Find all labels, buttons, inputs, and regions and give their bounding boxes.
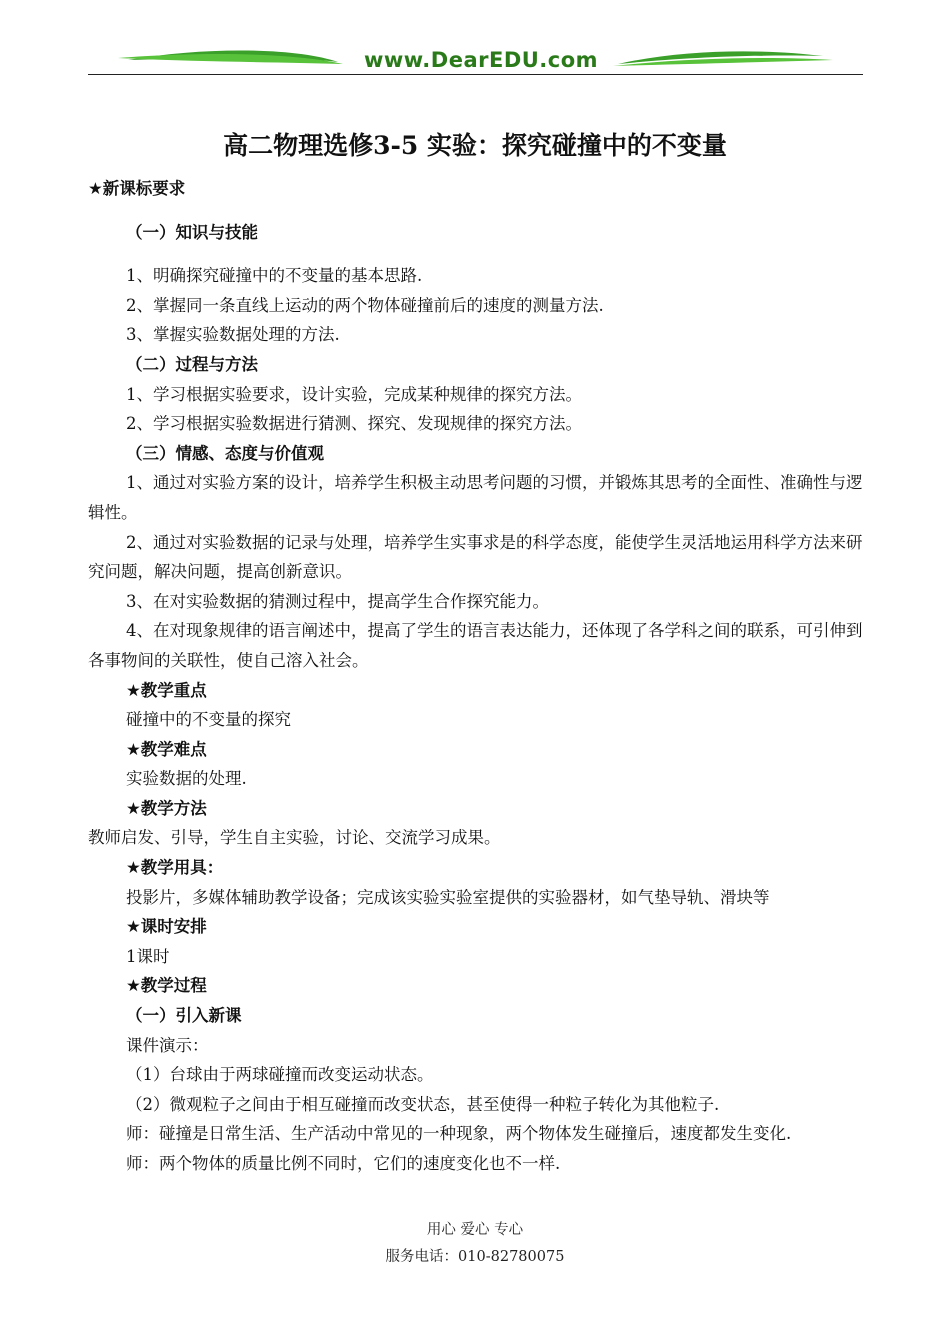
paragraph: （1）台球由于两球碰撞而改变运动状态。 bbox=[126, 1065, 434, 1085]
paragraph: 1课时 bbox=[126, 946, 170, 966]
header-rule bbox=[88, 74, 863, 75]
section-heading-methods: ★教学方法 bbox=[126, 798, 207, 818]
paragraph: 2、通过对实验数据的记录与处理，培养学生实事求是的科学态度，能使学生灵活地运用科学方法来研究问题，解决问题，提高创新意识。 bbox=[88, 532, 863, 582]
section-heading-requirements: ★新课标要求 bbox=[88, 179, 186, 198]
list-item: 2、掌握同一条直线上运动的两个物体碰撞前后的速度的测量方法. bbox=[126, 295, 604, 315]
paragraph: 师：两个物体的质量比例不同时，它们的速度变化也不一样. bbox=[126, 1154, 561, 1173]
paragraph: 教师启发、引导，学生自主实验，讨论、交流学习成果。 bbox=[88, 828, 501, 848]
paragraph: 3、在对实验数据的猜测过程中，提高学生合作探究能力。 bbox=[126, 591, 549, 611]
list-item: 3、掌握实验数据处理的方法. bbox=[126, 325, 340, 345]
paragraph: 1、通过对实验方案的设计，培养学生积极主动思考问题的习惯，并锻炼其思考的全面性、准确性与逻辑性。 bbox=[88, 473, 863, 522]
list-item: 2、学习根据实验数据进行猜测、探究、发现规律的探究方法。 bbox=[126, 414, 582, 434]
subsection-heading-knowledge: （一）知识与技能 bbox=[126, 222, 258, 242]
list-item: 1、明确探究碰撞中的不变量的基本思路. bbox=[126, 266, 423, 286]
subsection-heading-process: （二）过程与方法 bbox=[126, 354, 258, 374]
paragraph: 4、在对现象规律的语言阐述中，提高了学生的语言表达能力，还体现了各学科之间的联系，可引伸到各事物间的关联性，使自己溶入社会。 bbox=[88, 621, 863, 670]
paragraph: （2）微观粒子之间由于相互碰撞而改变状态，甚至使得一种粒子转化为其他粒子. bbox=[126, 1094, 720, 1114]
section-heading-teaching-process: ★教学过程 bbox=[126, 976, 207, 996]
section-heading-schedule: ★课时安排 bbox=[126, 917, 207, 937]
document-title: 高二物理选修3-5 实验：探究碰撞中的不变量 bbox=[223, 131, 727, 160]
paragraph: 实验数据的处理. bbox=[126, 769, 247, 789]
footer-phone: 服务电话：010-82780075 bbox=[385, 1249, 565, 1265]
paragraph: 投影片，多媒体辅助教学设备；完成该实验实验室提供的实验器材，如气垫导轨、滑块等 bbox=[126, 887, 770, 907]
paragraph: 课件演示： bbox=[126, 1035, 209, 1055]
subsection-heading-intro: （一）引入新课 bbox=[126, 1006, 242, 1026]
paragraph: 碰撞中的不变量的探究 bbox=[126, 710, 291, 730]
footer-slogan: 用心 爱心 专心 bbox=[426, 1222, 524, 1238]
section-heading-difficulties: ★教学难点 bbox=[126, 739, 207, 759]
list-item: 1、学习根据实验要求，设计实验，完成某种规律的探究方法。 bbox=[126, 384, 582, 404]
section-heading-tools: ★教学用具： bbox=[126, 858, 224, 878]
site-header-banner bbox=[88, 38, 863, 78]
subsection-heading-attitude: （三）情感、态度与价值观 bbox=[126, 443, 324, 463]
section-heading-key-points: ★教学重点 bbox=[126, 680, 207, 700]
paragraph: 师：碰撞是日常生活、生产活动中常见的一种现象，两个物体发生碰撞后，速度都发生变化. bbox=[126, 1124, 792, 1144]
site-brand: www.DearEDU.com bbox=[363, 48, 599, 72]
document-body bbox=[88, 174, 873, 1179]
